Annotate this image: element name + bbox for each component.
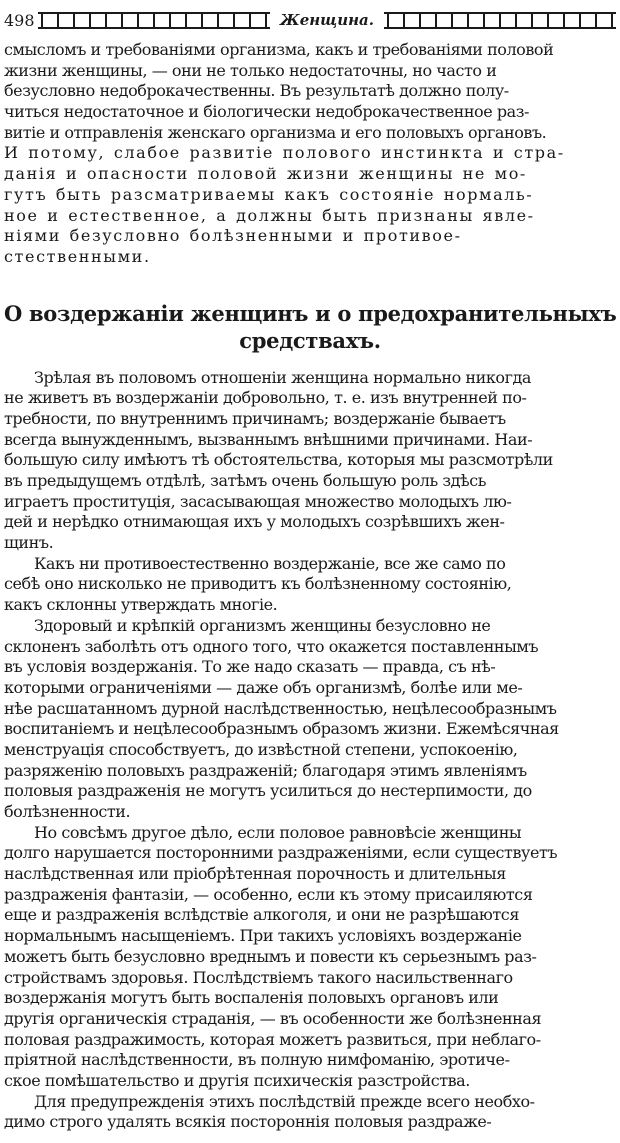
page-number: 498	[4, 10, 35, 30]
paragraph-4	[4, 823, 616, 1092]
text-line: Для предупрежденія этихъ послѣдствій прежде всего необхо-	[34, 1091, 535, 1111]
text-line-spaced: стественными.	[4, 246, 151, 266]
running-title: Женщина.	[280, 11, 374, 29]
text-line: не живетъ въ воздержаніи добровольно, т. е. изъ внутренней по-	[4, 388, 527, 408]
text-line: большую силу имѣютъ тѣ обстоятельства, которыя мы разсмотрѣли	[4, 450, 553, 470]
paragraph-5	[4, 1092, 616, 1133]
text-line: менструація способствуетъ, до извѣстной степени, успокоенію,	[4, 739, 518, 759]
text-line: Здоровый и крѣпкій организмъ женщины безусловно не	[34, 615, 491, 635]
ornament-border-right	[384, 12, 616, 29]
text-line: себѣ оно нисколько не приводитъ къ болѣзненному состоянію,	[4, 574, 512, 594]
text-line: въ условія воздержанія. То же надо сказать — правда, съ нѣ-	[4, 657, 496, 677]
text-line: щинъ.	[4, 533, 54, 553]
text-line: можетъ быть безусловно вреднымъ и повести къ серьезнымъ раз-	[4, 946, 537, 966]
text-line: жизни женщины, — они не только недостаточны, но часто и	[4, 60, 497, 80]
text-line: всегда вынужденнымъ, вызваннымъ внѣшними причинами. Наи-	[4, 429, 533, 449]
text-line: читься недостаточное и біологически недоброкачественное раз-	[4, 102, 529, 122]
text-line: другія органическія страданія, — въ особенности же болѣзненная	[4, 1008, 542, 1028]
text-line: играетъ проституція, засасывающая множество молодыхъ лю-	[4, 491, 512, 511]
text-line: наслѣдственная или пріобрѣтенная порочность и длительныя	[4, 864, 506, 884]
paragraph-2	[4, 554, 616, 616]
ornament-border-left	[38, 12, 270, 29]
text-line: воспитаніемъ и нецѣлесообразнымъ образомъ жизни. Ежемѣсячная	[4, 719, 559, 739]
text-line: смысломъ и требованіями организма, какъ и требованіями половой	[4, 40, 554, 59]
text-line: пріятной наслѣдственности, въ полную нимфоманію, эротиче-	[4, 1050, 510, 1070]
text-line: долго нарушается посторонними раздраженіями, если существуетъ	[4, 843, 558, 863]
text-line: димо строго удалять всякія постороннія половыя раздраже-	[4, 1112, 492, 1132]
text-line-spaced: ніями безусловно болѣзненными и противое-	[4, 226, 462, 246]
text-line: витіе и отправленія женскаго организма и его половыхъ органовъ.	[4, 122, 547, 142]
text-line: нормальнымъ насыщеніемъ. При такихъ условіяхъ воздержаніе	[4, 926, 522, 946]
text-line: которыми ограниченіями — даже объ организмѣ, болѣе или ме-	[4, 677, 523, 697]
text-line: половыя раздраженія не могутъ усилиться до нестерпимости, до	[4, 781, 532, 801]
text-line: половая раздражимость, которая можетъ развиться, при неблаго-	[4, 1029, 541, 1049]
text-line-spaced: данія и опасности половой жизни женщины не мо-	[4, 164, 527, 184]
text-line: стройствамъ здоровья. Послѣдствіемъ такого насильственнаго	[4, 967, 513, 987]
intro-paragraph	[4, 40, 616, 268]
text-line: Но совсѣмъ другое дѣло, если половое равновѣсіе женщины	[34, 822, 522, 842]
text-line: какъ склонны утверждать многіе.	[4, 595, 278, 615]
text-line: раздраженія фантазіи, — особенно, если къ этому присаиляются	[4, 884, 533, 904]
text-line: воздержанія могутъ быть воспаленія половыхъ органовъ или	[4, 988, 499, 1008]
text-line: еще и раздраженія вслѣдствіе алкоголя, и они не разрѣшаются	[4, 905, 519, 925]
text-line: ское помѣшательство и другія психическія разстройства.	[4, 1070, 470, 1090]
text-line: разряженію половыхъ раздраженій; благодаря этимъ явленіямъ	[4, 760, 527, 780]
text-line: требности, по внутреннимъ причинамъ; воздержаніе бываетъ	[4, 408, 506, 428]
text-line: безусловно недоброкачественны. Въ результатѣ должно полу-	[4, 81, 509, 101]
text-line: дей и нерѣдко отнимающая ихъ у молодыхъ созрѣвшихъ жен-	[4, 512, 505, 532]
text-line-spaced: гутъ быть разсматриваемы какъ состояніе нормаль-	[4, 184, 534, 204]
text-line: Какъ ни противоестественно воздержаніе, все же само по	[34, 553, 506, 573]
text-line-spaced: ное и естественное, а должны быть признаны явле-	[4, 205, 535, 225]
heading-line: средствахъ.	[239, 327, 381, 353]
heading-line: О воздержаніи женщинъ и о предохранительныхъ	[4, 300, 617, 326]
text-line: склоненъ заболѣть отъ одного того, что окажется поставленнымъ	[4, 636, 539, 656]
section-heading	[4, 300, 616, 354]
paragraph-1	[4, 368, 616, 554]
text-line: нѣе расшатанномъ дурной наслѣдственностью, нецѣлесообразнымъ	[4, 698, 557, 718]
text-line: болѣзненности.	[4, 802, 131, 821]
text-line: Зрѣлая въ половомъ отношеніи женщина нормально никогда	[34, 367, 532, 387]
text-line-spaced: И потому, слабое развитіе полового инстинкта и стра-	[4, 143, 565, 163]
text-line: въ предыдущемъ отдѣлѣ, затѣмъ очень большую роль здѣсь	[4, 471, 487, 490]
running-header	[4, 8, 616, 32]
paragraph-3	[4, 616, 616, 823]
